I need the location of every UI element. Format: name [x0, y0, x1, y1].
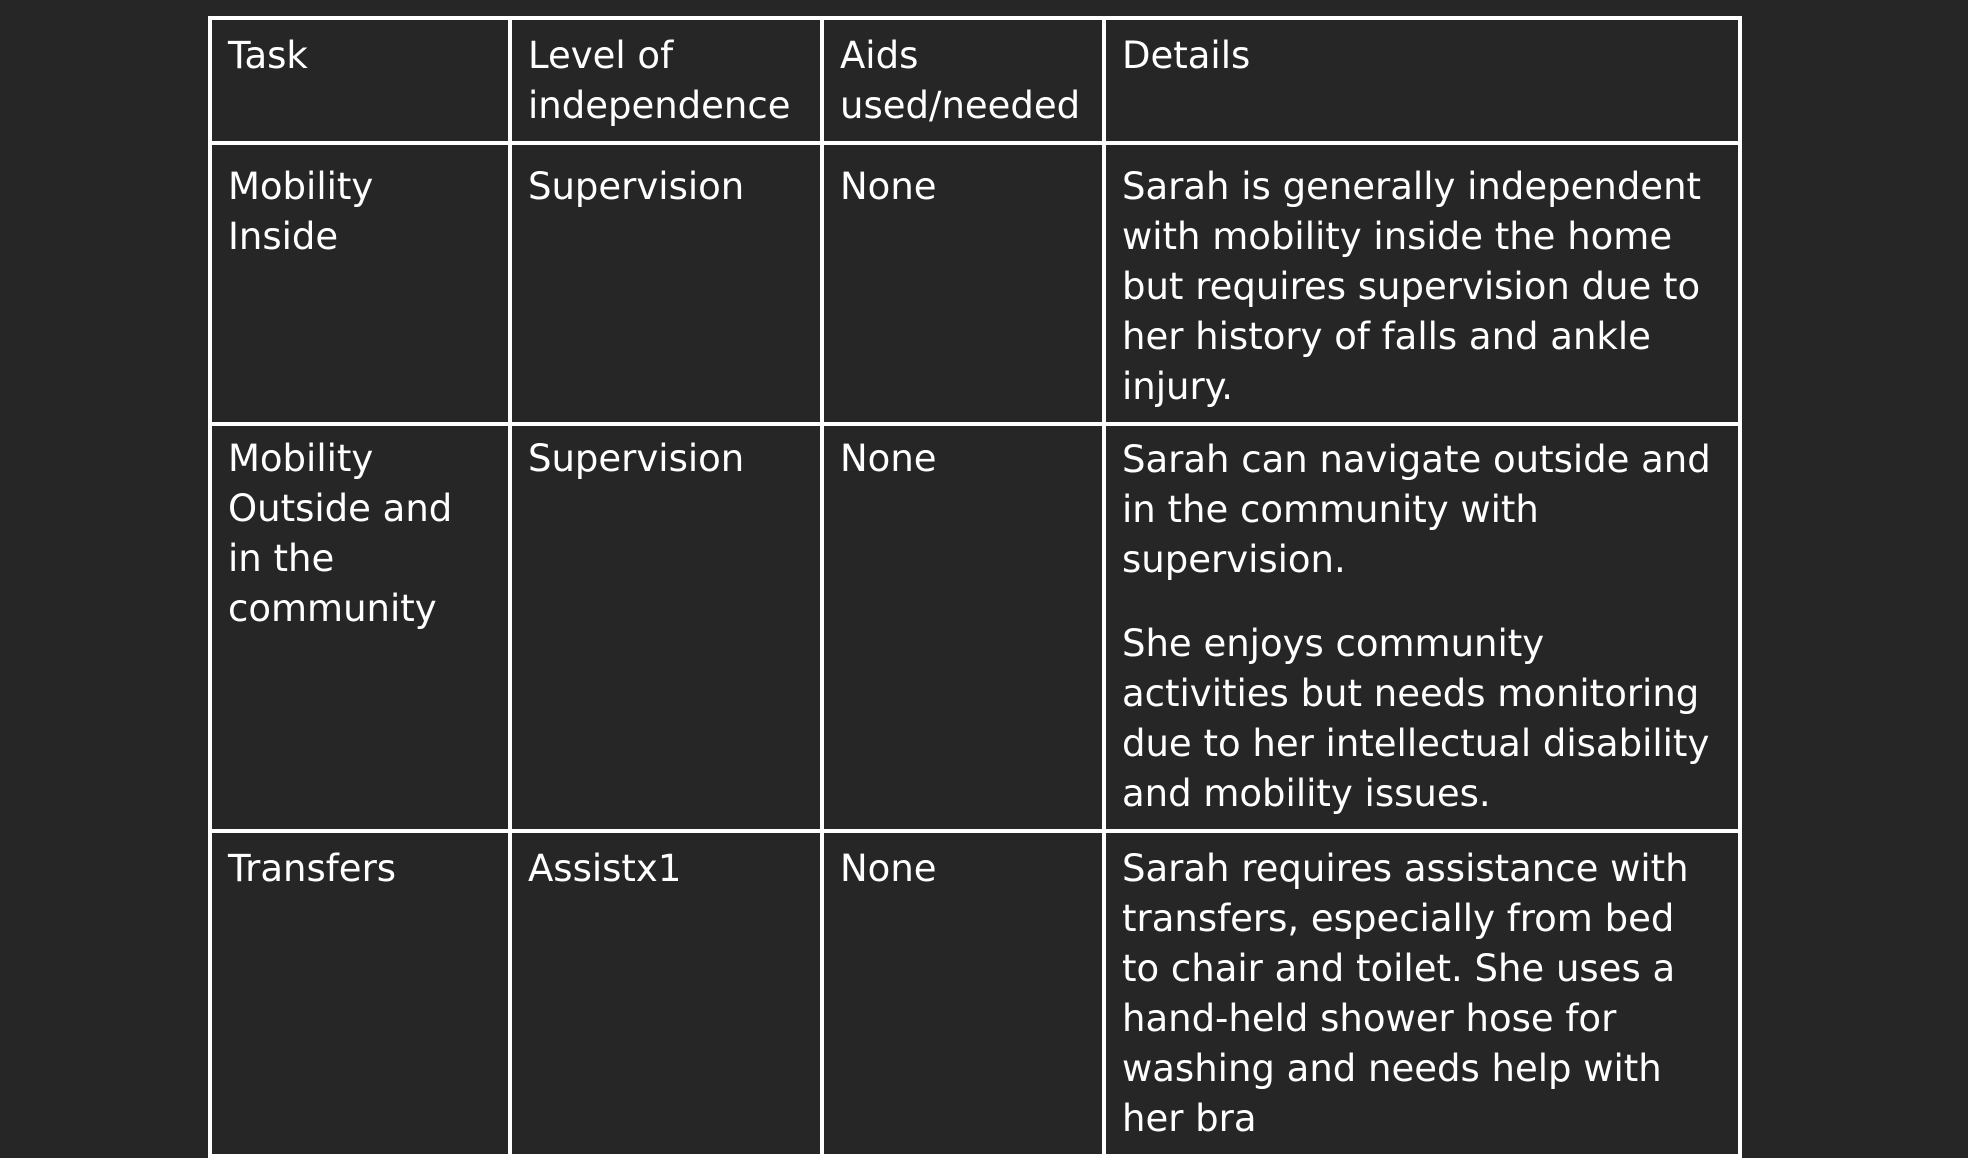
- table-row: [210, 831, 1740, 1156]
- task-assessment-table: [208, 16, 1742, 1158]
- details-cell: [1104, 424, 1740, 831]
- details-paragraph: Sarah requires assistance with transfers, especially from bed to chair and toilet. She uses a hand-held shower hose for washing and needs help with her bra: [1122, 847, 1689, 1140]
- details-cell: [1104, 143, 1740, 424]
- table-row: [210, 424, 1740, 831]
- task-cell: Mobility Outside and in the community: [210, 424, 510, 831]
- header-task: Task: [210, 18, 510, 143]
- header-level-of-independence: Level of independence: [510, 18, 822, 143]
- details-paragraph: She enjoys community activities but needs monitoring due to her intellectual disability and mobility issues.: [1122, 622, 1710, 815]
- details-paragraph: Sarah is generally independent with mobility inside the home but requires supervision due to her history of falls and ankle injury.: [1122, 165, 1702, 408]
- details-paragraph: Sarah can navigate outside and in the community with supervision.: [1122, 438, 1711, 581]
- level-cell: Supervision: [510, 143, 822, 424]
- details-cell: [1104, 831, 1740, 1156]
- header-details: Details: [1104, 18, 1740, 143]
- header-aids-used-needed: Aids used/needed: [822, 18, 1104, 143]
- aids-cell: None: [822, 424, 1104, 831]
- aids-cell: None: [822, 143, 1104, 424]
- aids-cell: None: [822, 831, 1104, 1156]
- table-row: [210, 143, 1740, 424]
- task-cell: Transfers: [210, 831, 510, 1156]
- table-header-row: [210, 18, 1740, 143]
- level-cell: Supervision: [510, 424, 822, 831]
- level-cell: Assistx1: [510, 831, 822, 1156]
- task-cell: Mobility Inside: [210, 143, 510, 424]
